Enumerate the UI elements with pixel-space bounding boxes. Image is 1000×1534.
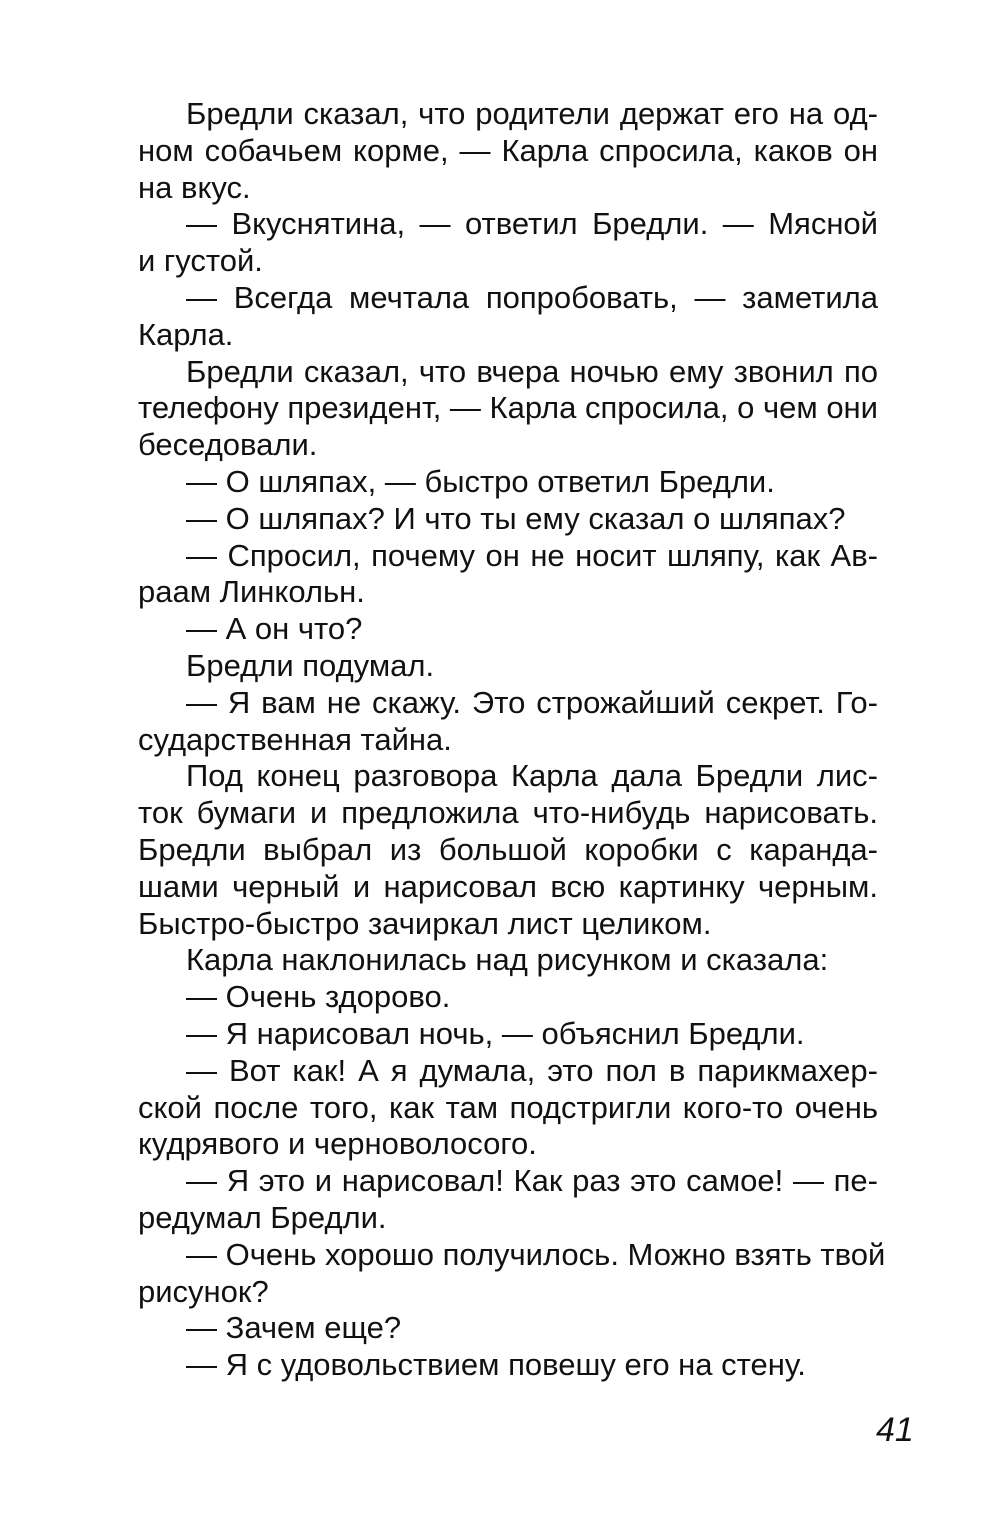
text-line: телефону президент, — Карла спросила, о чем они — [138, 390, 878, 426]
text-line: и густой. — [138, 243, 263, 279]
text-line: — Очень здорово. — [186, 979, 451, 1015]
text-line: рисунок? — [138, 1273, 269, 1309]
text-line: — О шляпах, — быстро ответил Бредли. — [186, 463, 775, 499]
text-line: — Зачем еще? — [186, 1310, 402, 1346]
text-line: — Всегда мечтала попробовать, — заметила — [186, 279, 878, 315]
text-line: Быстро-быстро зачиркал лист целиком. — [138, 905, 712, 941]
text-line: — Очень хорошо получилось. Можно взять твой — [186, 1236, 886, 1272]
text-line: — Я с удовольствием повешу его на стену. — [186, 1347, 806, 1383]
text-line: — Вкуснятина, — ответил Бредли. — Мясной — [186, 206, 878, 242]
page-number: 41 — [876, 1411, 914, 1449]
text-line: Под конец разговора Карла дала Бредли лис- — [186, 758, 878, 794]
text-line: ской после того, как там подстригли кого-то очень — [138, 1089, 878, 1125]
text-line: Бредли сказал, что вчера ночью ему звонил по — [186, 353, 878, 389]
text-line: кудрявого и черноволосого. — [138, 1126, 537, 1162]
text-line: — Спросил, почему он не носит шляпу, как Ав- — [186, 537, 878, 573]
text-line: беседовали. — [138, 427, 318, 463]
text-line: Бредли сказал, что родители держат его на од- — [186, 96, 878, 131]
text-line: на вкус. — [138, 169, 251, 205]
text-line: сударственная тайна. — [138, 721, 452, 757]
text-line: ном собачьем корме, — Карла спросила, каков он — [138, 132, 878, 168]
text-line: Бредли подумал. — [186, 647, 435, 683]
text-line: — Я нарисовал ночь, — объяснил Бредли. — [186, 1015, 805, 1051]
text-line: Бредли выбрал из большой коробки с каранда- — [138, 831, 878, 867]
text-line: — О шляпах? И что ты ему сказал о шляпах? — [186, 500, 846, 536]
text-line: раам Линкольн. — [138, 574, 365, 610]
text-line: ток бумаги и предложила что-нибудь нарисовать. — [138, 795, 878, 831]
text-line: редумал Бредли. — [138, 1199, 387, 1235]
text-line: — Я это и нарисовал! Как раз это самое! — пе- — [186, 1163, 878, 1199]
page-text — [138, 96, 886, 1384]
text-line: шами черный и нарисовал всю картинку черным. — [138, 868, 878, 904]
text-line: — А он что? — [186, 611, 363, 647]
text-line: Карла. — [138, 316, 234, 352]
text-line: — Я вам не скажу. Это строжайший секрет. Го- — [186, 684, 878, 720]
text-line: Карла наклонилась над рисунком и сказала: — [186, 942, 829, 978]
text-line: — Вот как! А я думала, это пол в парикмахер- — [186, 1052, 878, 1088]
